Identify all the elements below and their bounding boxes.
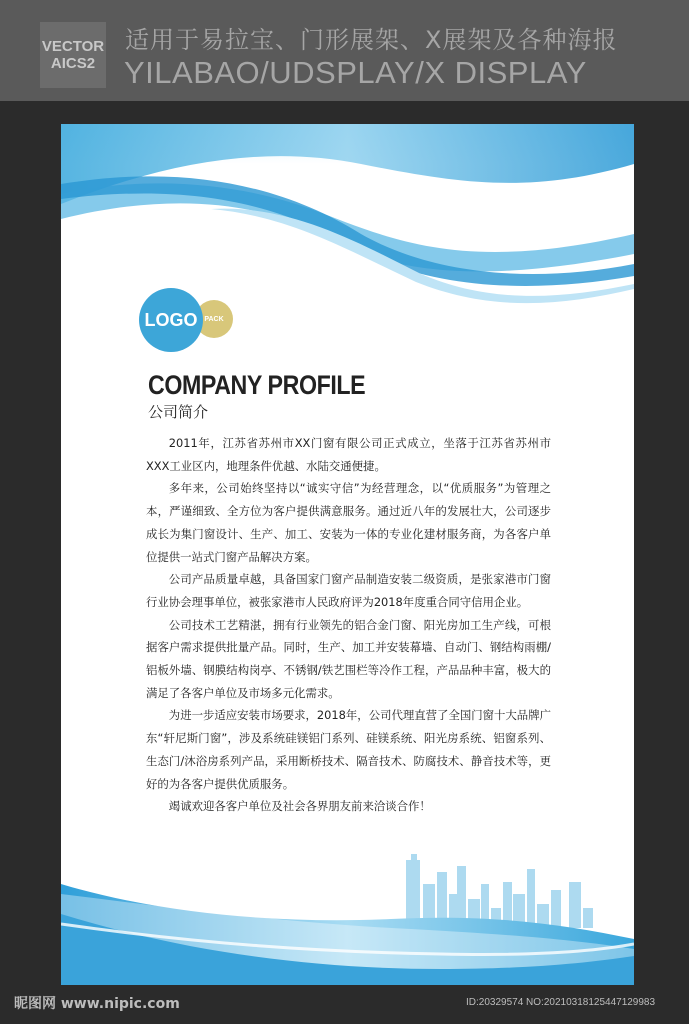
badge-line1: VECTOR (41, 38, 105, 55)
paragraph: 公司产品质量卓越，具备国家门窗产品制造安装二级资质，是张家港市门窗行业协会理事单位，被张家港市人民政府评为2018年度重合同守信用企业。 (146, 572, 551, 609)
logo: LOGO (139, 288, 203, 352)
banner-title-en: YILABAO/UDSPLAY/X DISPLAY (124, 55, 587, 90)
vector-badge (40, 22, 106, 88)
paragraph: 多年来，公司始终坚持以“诚实守信”为经营理念，以“优质服务”为管理之本，严谨细致、全方位为客户提供满意服务。通过近八年的发展壮大，公司逐步成长为集门窗设计、生产、加工、安装为一体的专业化建材服务商，为各客户单位提供一站式门窗产品解决方案。 (146, 481, 551, 564)
top-banner (0, 0, 689, 101)
watermark-id: ID:20329574 NO:20210318125447129983 (466, 997, 656, 1008)
title-company-profile-cn: 公司简介 (148, 403, 209, 421)
paragraph: 2011年，江苏省苏州市XX门窗有限公司正式成立，坐落于江苏省苏州市XXX工业区内，地理条件优越、水陆交通便捷。 (146, 436, 551, 473)
badge-line2: AICS2 (50, 55, 96, 72)
paragraph: 为进一步适应安装市场要求，2018年，公司代理直营了全国门窗十大品牌广东“轩尼斯门窗”，涉及系统硅镁铝门系列、硅镁系统、阳光房系统、铝窗系列、生态门/沐浴房系列产品，采用断桥技术、隔音技术、防腐技术、静音技术等，更好的为各客户提供优质服务。 (146, 708, 551, 791)
paragraph: 竭诚欢迎各客户单位及社会各界朋友前来洽谈合作！ (168, 799, 431, 814)
poster (61, 124, 634, 985)
watermark-site: 昵图网 www.nipic.com (14, 996, 180, 1012)
paragraph: 公司技术工艺精湛，拥有行业领先的铝合金门窗、阳光房加工生产线，可根据客户需求提供批量产品。同时，生产、加工并安装幕墙、自动门、钢结构雨棚/铝板外墙、钢膜结构岗亭、不锈钢/铁艺围栏等冷作工程，产品品种丰富，极大的满足了各客户单位及市场多元化需求。 (146, 617, 551, 700)
logo-pack-badge: PACK (195, 300, 233, 338)
title-company-profile: COMPANY PROFILE (148, 370, 366, 400)
banner-title-cn: 适用于易拉宝、门形展架、X展架及各种海报 (125, 26, 618, 54)
profile-body (146, 432, 551, 818)
skyline-icon (406, 854, 593, 928)
